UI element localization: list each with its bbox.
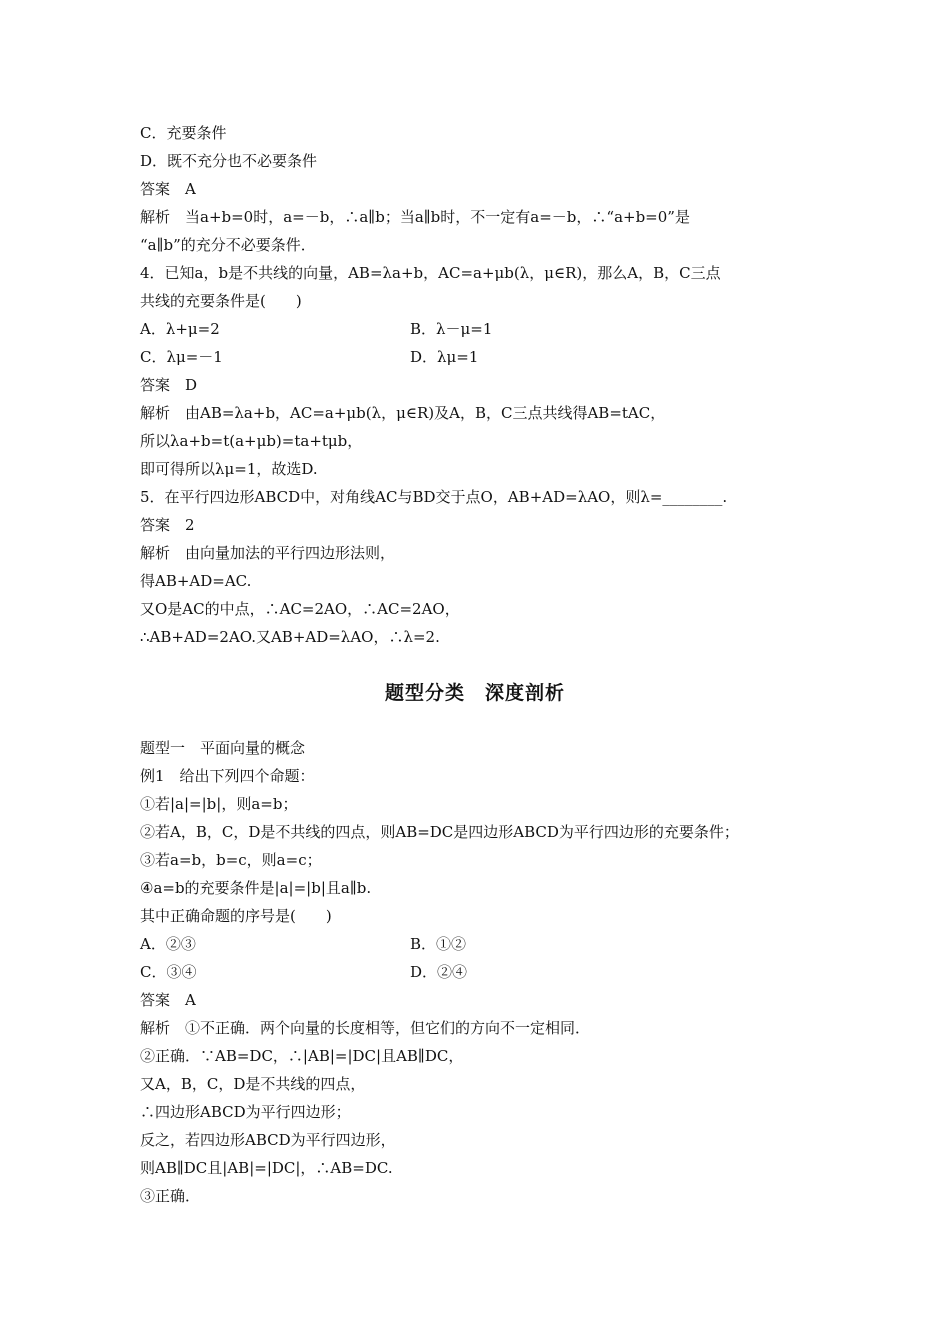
proposition-3: ③若a=b，b=c，则a=c； [140,851,322,869]
analysis-line: 所以λa+b=t(a+μb)=ta+tμb， [140,432,363,450]
question-4-text: 4．已知a，b是不共线的向量，AB=λa+b，AC=a+μb(λ，μ∈R)，那么A，B，C三点 [140,264,721,282]
question-4-text: 共线的充要条件是( ) [140,292,302,310]
proposition-4: ④a=b的充要条件是|a|=|b|且a∥b. [140,879,372,897]
analysis-line: 解析 ①不正确．两个向量的长度相等，但它们的方向不一定相同． [140,1019,591,1037]
answer-line: 答案 A [140,180,196,198]
analysis-line: 反之，若四边形ABCD为平行四边形， [140,1131,396,1149]
analysis-line: “a∥b”的充分不必要条件． [140,236,316,254]
option-d-text: D．λμ=1 [410,348,479,366]
answer-line: 答案 D [140,376,198,394]
option-d-text: D．既不充分也不必要条件 [140,152,318,170]
option-d-text: D．②④ [410,963,468,981]
analysis-line: 即可得所以λμ=1，故选D. [140,460,318,478]
analysis-line: 解析 当a+b=0时，a=－b，∴a∥b；当a∥b时，不一定有a=－b，∴“a+b=0”是 [140,208,690,226]
proposition-1: ①若|a|=|b|，则a=b； [140,795,298,813]
option-b-text: B．①② [410,935,467,953]
option-b-text: B．λ－μ=1 [410,320,493,338]
analysis-line: ∴四边形ABCD为平行四边形； [140,1103,351,1121]
section-heading: 题型分类 深度剖析 [384,682,565,704]
analysis-line: ②正确．∵AB=DC，∴|AB|=|DC|且AB∥DC， [140,1047,464,1065]
option-a-text: A．λ+μ=2 [140,320,220,338]
analysis-line: 又O是AC的中点，∴AC=2AO，∴AC=2AO， [140,600,460,618]
analysis-line: 得AB+AD=AC. [140,572,252,590]
option-c-text: C．③④ [140,963,197,981]
analysis-line: 解析 由AB=λa+b，AC=a+μb(λ，μ∈R)及A，B，C三点共线得AB=tAC， [140,404,666,422]
option-a-text: A．②③ [140,935,196,953]
analysis-line: 解析 由向量加法的平行四边形法则， [140,544,396,562]
option-c-text: C．λμ=－1 [140,348,223,366]
answer-line: 答案 A [140,991,196,1009]
question-stem: 其中正确命题的序号是( ) [140,907,332,925]
option-c-text: C．充要条件 [140,124,227,142]
answer-line: 答案 2 [140,516,195,534]
proposition-2: ②若A，B，C，D是不共线的四点，则AB=DC是四边形ABCD为平行四边形的充要条件； [140,823,739,841]
analysis-line: ∴AB+AD=2AO.又AB+AD=λAO，∴λ=2. [140,628,440,646]
analysis-line: ③正确． [140,1187,201,1205]
example-1-text: 例1 给出下列四个命题： [140,767,315,785]
subsection-title: 题型一 平面向量的概念 [140,739,306,757]
analysis-line: 则AB∥DC且|AB|=|DC|，∴AB=DC. [140,1159,393,1177]
question-5-text: 5．在平行四边形ABCD中，对角线AC与BD交于点O，AB+AD=λAO，则λ=________. [140,488,728,506]
analysis-line: 又A，B，C，D是不共线的四点， [140,1075,366,1093]
